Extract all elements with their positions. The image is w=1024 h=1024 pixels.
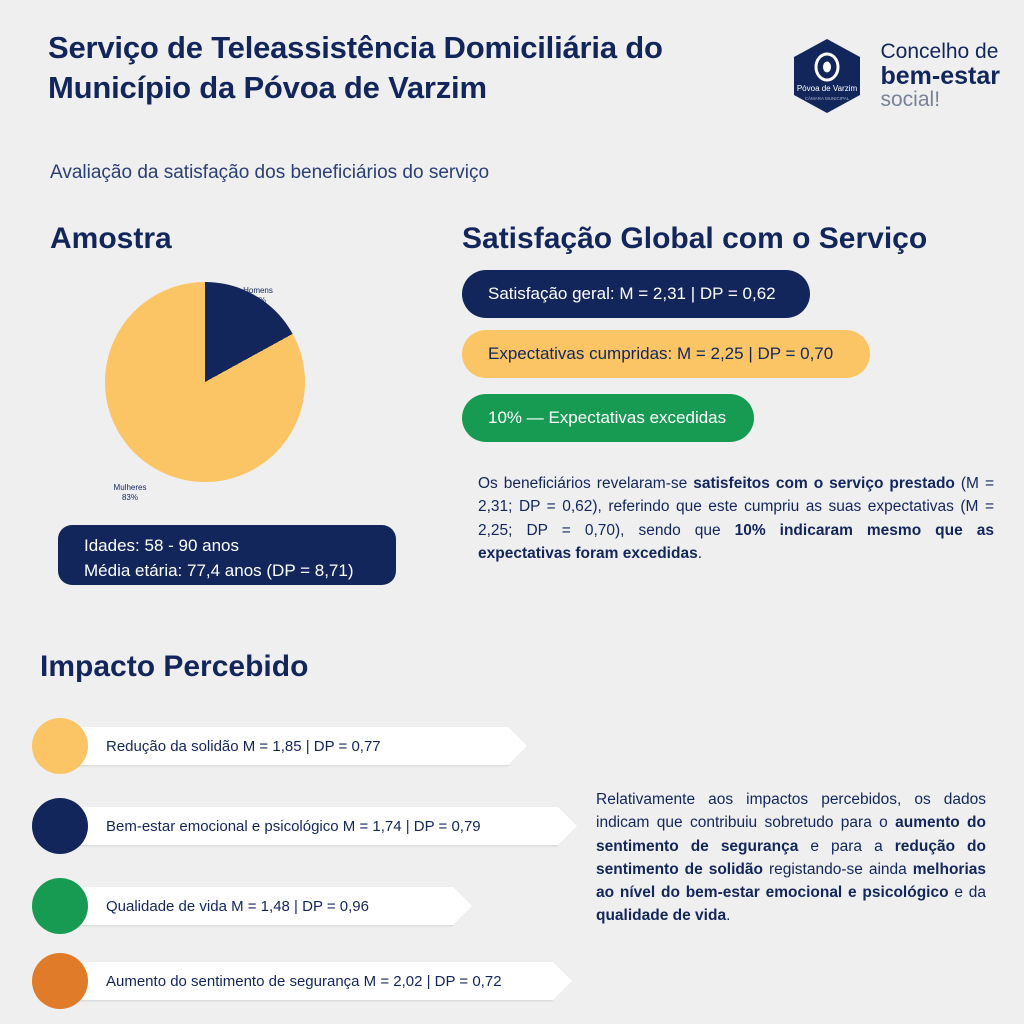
impact-row	[32, 953, 553, 1009]
ages-mean: Média etária: 77,4 anos (DP = 8,71)	[84, 560, 354, 580]
impact-paragraph-p3: registando-se ainda	[762, 860, 913, 878]
satisfaction-pill-geral-label: Satisfação geral: M = 2,31 | DP = 0,62	[488, 284, 776, 303]
satisfaction-paragraph-p2: (M = 2,31; DP = 0,62), referindo que este cumpriu as suas expectativas (M = 2,25; DP = 0,70), sendo que	[478, 475, 994, 539]
impact-paragraph-p2: e para a	[798, 837, 895, 855]
logo-line-1: Concelho de	[880, 39, 999, 63]
impact-bullet-icon	[32, 718, 88, 774]
satisfaction-pill-expectativas-excedidas-label: 10% — Expectativas excedidas	[488, 408, 727, 427]
ages-range: Idades: 58 - 90 anos	[84, 536, 240, 555]
page-subtitle: Avaliação da satisfação dos beneficiários do serviço	[50, 162, 490, 183]
pie-label-homens-value: 17%	[249, 296, 266, 305]
sample-pie-chart	[105, 282, 305, 482]
impact-label: Qualidade de vida M = 1,48 | DP = 0,96	[68, 887, 453, 925]
impact-bullet-icon	[32, 953, 88, 1009]
pie-label-homens-text: Homens	[243, 286, 273, 295]
satisfaction-pill-expectativas-cumpridas	[462, 330, 870, 378]
pie-slices	[105, 282, 305, 482]
satisfaction-paragraph-p3: .	[697, 544, 703, 562]
impact-bullet-icon	[32, 798, 88, 854]
impact-label: Aumento do sentimento de segurança M = 2,02 | DP = 0,72	[68, 962, 553, 1000]
impact-paragraph-p5: .	[726, 907, 731, 925]
impact-paragraph-b2: redução do sentimento de solidão	[596, 837, 986, 878]
svg-text:Póvoa de Varzim: Póvoa de Varzim	[796, 84, 857, 93]
logo-line-3: social!	[880, 88, 941, 112]
section-title-amostra: Amostra	[50, 222, 172, 255]
impact-row	[32, 878, 453, 934]
impact-paragraph-p4: e da	[948, 884, 986, 901]
impact-row	[32, 718, 508, 774]
page-title: Serviço de Teleassistência Domiciliária do Município da Póvoa de Varzim	[48, 30, 663, 105]
svg-text:CÂMARA MUNICIPAL: CÂMARA MUNICIPAL	[804, 96, 849, 101]
section-title-impacto: Impacto Percebido	[40, 650, 309, 683]
satisfaction-pill-geral	[462, 270, 810, 318]
impact-row	[32, 798, 558, 854]
impact-label: Redução da solidão M = 1,85 | DP = 0,77	[68, 727, 508, 765]
logo-text	[881, 41, 1001, 111]
satisfaction-paragraph-p1: Os beneficiários revelaram-se	[478, 475, 694, 492]
impact-bullet-icon	[32, 878, 88, 934]
impact-paragraph-p1: Relativamente aos impactos percebidos, os dados indicam que contribuiu sobretudo para o	[596, 791, 986, 832]
pie-label-homens	[228, 286, 288, 306]
pie-label-mulheres-text: Mulheres	[113, 483, 147, 492]
impact-paragraph-b1: aumento do sentimento de segurança	[596, 814, 986, 855]
logo	[787, 36, 1001, 116]
satisfaction-pill-expectativas-excedidas	[462, 394, 754, 442]
pie-label-mulheres-value: 83%	[121, 493, 138, 502]
satisfaction-paragraph	[478, 472, 994, 565]
ages-callout	[58, 525, 396, 585]
impact-paragraph-b3: melhorias ao nível do bem-estar emocional e psicológico	[596, 860, 986, 901]
satisfaction-paragraph-b1: satisfeitos com o serviço prestado	[693, 475, 955, 492]
impact-paragraph	[596, 788, 986, 928]
povoa-de-varzim-badge-icon	[787, 36, 867, 116]
impact-paragraph-b4: qualidade de vida	[596, 907, 727, 925]
impact-label: Bem-estar emocional e psicológico M = 1,74 | DP = 0,79	[68, 807, 558, 845]
pie-label-mulheres	[100, 483, 160, 503]
logo-line-2: bem-estar	[880, 61, 1000, 90]
section-title-satisfacao: Satisfação Global com o Serviço	[462, 222, 928, 255]
satisfaction-paragraph-b2: 10% indicaram mesmo que as expectativas foram excedidas	[478, 521, 994, 562]
satisfaction-pill-expectativas-cumpridas-label: Expectativas cumpridas: M = 2,25 | DP = 0,70	[488, 344, 834, 363]
